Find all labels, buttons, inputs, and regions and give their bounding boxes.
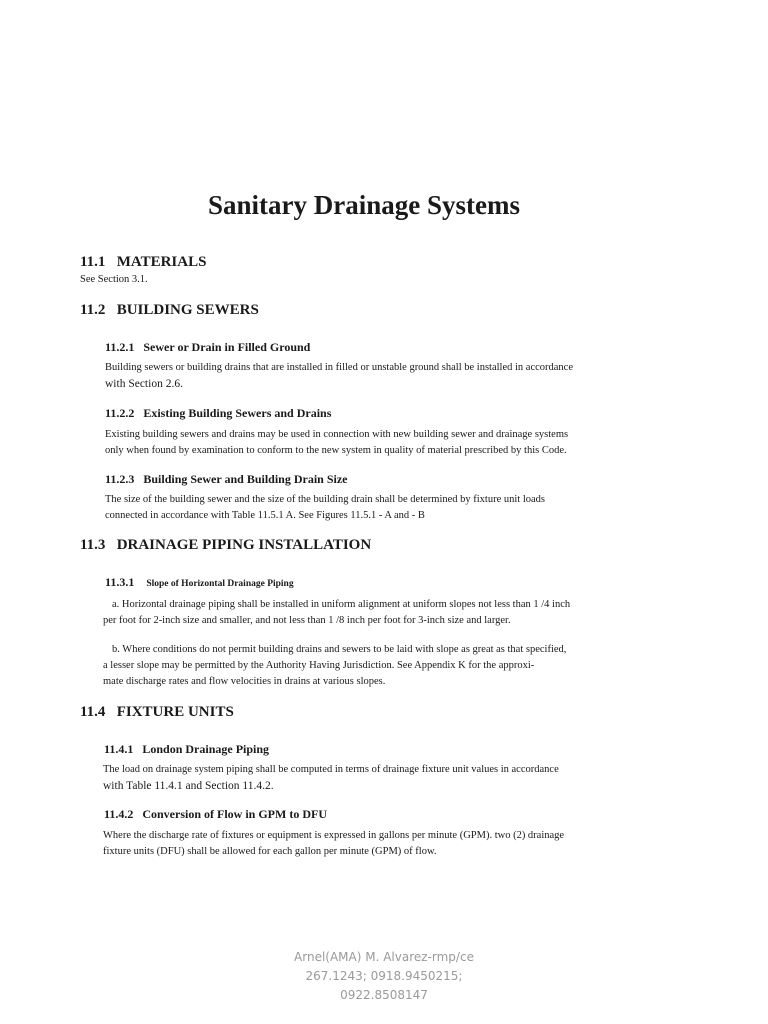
- section-title: DRAINAGE PIPING INSTALLATION: [116, 537, 372, 553]
- text-line: connected in accordance with Table 11.5.1 A. See Figures 11.5.1 - A and - B: [105, 510, 425, 521]
- section-11-2-heading: [80, 302, 259, 319]
- section-11-2-2-text: [105, 427, 568, 459]
- section-number: 11.1: [80, 254, 106, 270]
- author-phone-numbers: 267.1243; 0918.9450215;: [305, 969, 463, 983]
- section-number: 11.3.1: [105, 575, 135, 589]
- section-11-2-3-text: [105, 492, 545, 524]
- text-line: a. Horizontal drainage piping shall be installed in uniform alignment at uniform slopes not less than 1 /4 inch: [112, 599, 571, 610]
- text-line: mate discharge rates and flow velocities in drains at various slopes.: [103, 676, 386, 687]
- page-title: Sanitary Drainage Systems: [208, 190, 520, 220]
- section-11-3-1-heading: [105, 573, 294, 591]
- section-number: 11.2.2: [105, 406, 135, 420]
- section-title: BUILDING SEWERS: [116, 302, 259, 318]
- section-11-2-1-text: [105, 360, 573, 392]
- text-line: The load on drainage system piping shall be computed in terms of drainage fixture unit values in accordance: [103, 764, 559, 775]
- section-11-3-1-text-b: [103, 642, 566, 690]
- section-number: 11.4: [80, 704, 106, 720]
- section-11-4-heading: [80, 704, 234, 721]
- text-line: a lesser slope may be permitted by the Authority Having Jurisdiction. See Appendix K for the approxi-: [103, 660, 535, 671]
- text-line: only when found by examination to conform to the new system in quality of material prescribed by this Code.: [105, 445, 567, 456]
- author-name: Arnel(AMA) M. Alvarez-rmp/ce: [294, 950, 474, 964]
- text-line: fixture units (DFU) shall be allowed for each gallon per minute (GPM) of flow.: [103, 846, 437, 857]
- section-11-2-2-heading: [105, 406, 331, 421]
- section-11-1-heading: [80, 254, 206, 271]
- section-title: Sewer or Drain in Filled Ground: [143, 340, 311, 354]
- author-credit: [0, 948, 768, 1005]
- section-title: Building Sewer and Building Drain Size: [143, 472, 348, 486]
- section-11-4-2-heading: [104, 807, 327, 822]
- section-title: Slope of Horizontal Drainage Piping: [146, 579, 294, 589]
- section-11-4-1-heading: [104, 742, 269, 757]
- text-line: with Section 2.6.: [105, 378, 183, 390]
- text-line: per foot for 2-inch size and smaller, and not less than 1 /8 inch per foot for 3-inch size and larger.: [103, 615, 511, 626]
- section-11-4-1-text: [103, 762, 559, 794]
- section-number: 11.4.2: [104, 807, 134, 821]
- text-line: Building sewers or building drains that are installed in filled or unstable ground shall be installed in accordance: [105, 362, 574, 373]
- section-11-1-text: See Section 3.1.: [80, 274, 148, 285]
- section-title: FIXTURE UNITS: [116, 704, 234, 720]
- section-number: 11.3: [80, 537, 106, 553]
- text-line: with Table 11.4.1 and Section 11.4.2.: [103, 780, 274, 792]
- text-line: Existing building sewers and drains may be used in connection with new building sewer and drainage systems: [105, 429, 569, 440]
- text-line: The size of the building sewer and the size of the building drain shall be determined by fixture unit loads: [105, 494, 546, 505]
- text-line: Where the discharge rate of fixtures or equipment is expressed in gallons per minute (GPM). two (2) drainage: [103, 830, 565, 841]
- section-number: 11.4.1: [104, 742, 134, 756]
- section-title: Existing Building Sewers and Drains: [143, 406, 332, 420]
- section-title: Conversion of Flow in GPM to DFU: [142, 807, 327, 821]
- section-11-2-1-heading: [105, 340, 310, 355]
- section-11-3-heading: [80, 537, 371, 554]
- section-11-3-1-text-a: [103, 597, 570, 629]
- section-number: 11.2: [80, 302, 106, 318]
- author-phone-number: 0922.8508147: [340, 988, 428, 1002]
- section-number: 11.2.3: [105, 472, 135, 486]
- text-line: b. Where conditions do not permit building drains and sewers to be laid with slope as great as that specified,: [112, 644, 567, 655]
- section-11-2-3-heading: [105, 472, 348, 487]
- section-11-4-2-text: [103, 828, 564, 860]
- section-title: MATERIALS: [116, 254, 207, 270]
- section-number: 11.2.1: [105, 340, 135, 354]
- section-title: London Drainage Piping: [142, 742, 270, 756]
